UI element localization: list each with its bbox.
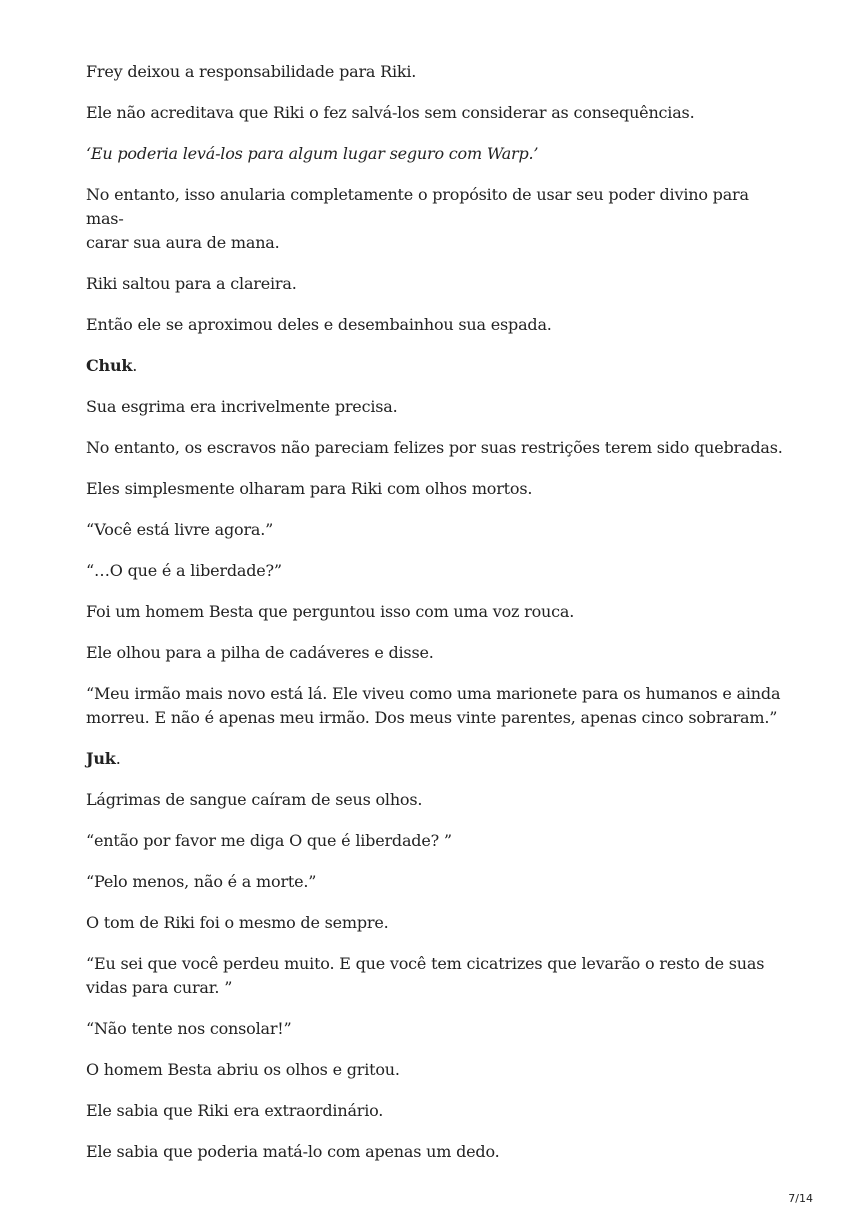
dialogue: “então por favor me diga O que é liberdade? ” bbox=[86, 831, 452, 850]
paragraph: No entanto, isso anularia completamente o propósito de usar seu poder divino para mas- carar sua aura de mana. bbox=[86, 185, 749, 252]
dialogue: “Você está livre agora.” bbox=[86, 520, 274, 539]
dialogue: “Meu irmão mais novo está lá. Ele viveu como uma marionete para os humanos e ainda morreu. E não é apenas meu irmão. Dos meus vinte parentes, apenas cinco sobraram.” bbox=[86, 684, 781, 727]
paragraph: O homem Besta abriu os olhos e gritou. bbox=[86, 1060, 400, 1079]
dialogue: “Eu sei que você perdeu muito. E que você tem cicatrizes que levarão o resto de suas vidas para curar. ” bbox=[86, 954, 765, 997]
paragraph: Sua esgrima era incrivelmente precisa. bbox=[86, 397, 398, 416]
document-body bbox=[86, 60, 786, 1164]
sound-effect bbox=[86, 747, 786, 771]
paragraph: Foi um homem Besta que perguntou isso com uma voz rouca. bbox=[86, 602, 575, 621]
paragraph: Lágrimas de sangue caíram de seus olhos. bbox=[86, 790, 423, 809]
paragraph: O tom de Riki foi o mesmo de sempre. bbox=[86, 913, 389, 932]
dialogue: “Pelo menos, não é a morte.” bbox=[86, 872, 317, 891]
dialogue: “Não tente nos consolar!” bbox=[86, 1019, 292, 1038]
sound-effect-period: . bbox=[132, 356, 138, 375]
paragraph: No entanto, os escravos não pareciam felizes por suas restrições terem sido quebradas. bbox=[86, 438, 783, 457]
sound-effect-period: . bbox=[115, 749, 121, 768]
italic-thought: ‘Eu poderia levá-los para algum lugar seguro com Warp.’ bbox=[86, 144, 539, 163]
paragraph: Riki saltou para a clareira. bbox=[86, 274, 297, 293]
sound-effect bbox=[86, 354, 786, 378]
paragraph: Ele olhou para a pilha de cadáveres e disse. bbox=[86, 643, 434, 662]
paragraph: Eles simplesmente olharam para Riki com olhos mortos. bbox=[86, 479, 533, 498]
paragraph: Então ele se aproximou deles e desembainhou sua espada. bbox=[86, 315, 552, 334]
page-number: 7/14 bbox=[788, 1192, 813, 1205]
paragraph: Frey deixou a responsabilidade para Riki. bbox=[86, 62, 417, 81]
paragraph: Ele sabia que poderia matá-lo com apenas um dedo. bbox=[86, 1142, 500, 1161]
paragraph: Ele sabia que Riki era extraordinário. bbox=[86, 1101, 384, 1120]
sound-effect-word: Juk bbox=[86, 749, 116, 768]
sound-effect-word: Chuk bbox=[86, 356, 133, 375]
dialogue: “…O que é a liberdade?” bbox=[86, 561, 282, 580]
paragraph: Ele não acreditava que Riki o fez salvá-los sem considerar as consequências. bbox=[86, 103, 695, 122]
